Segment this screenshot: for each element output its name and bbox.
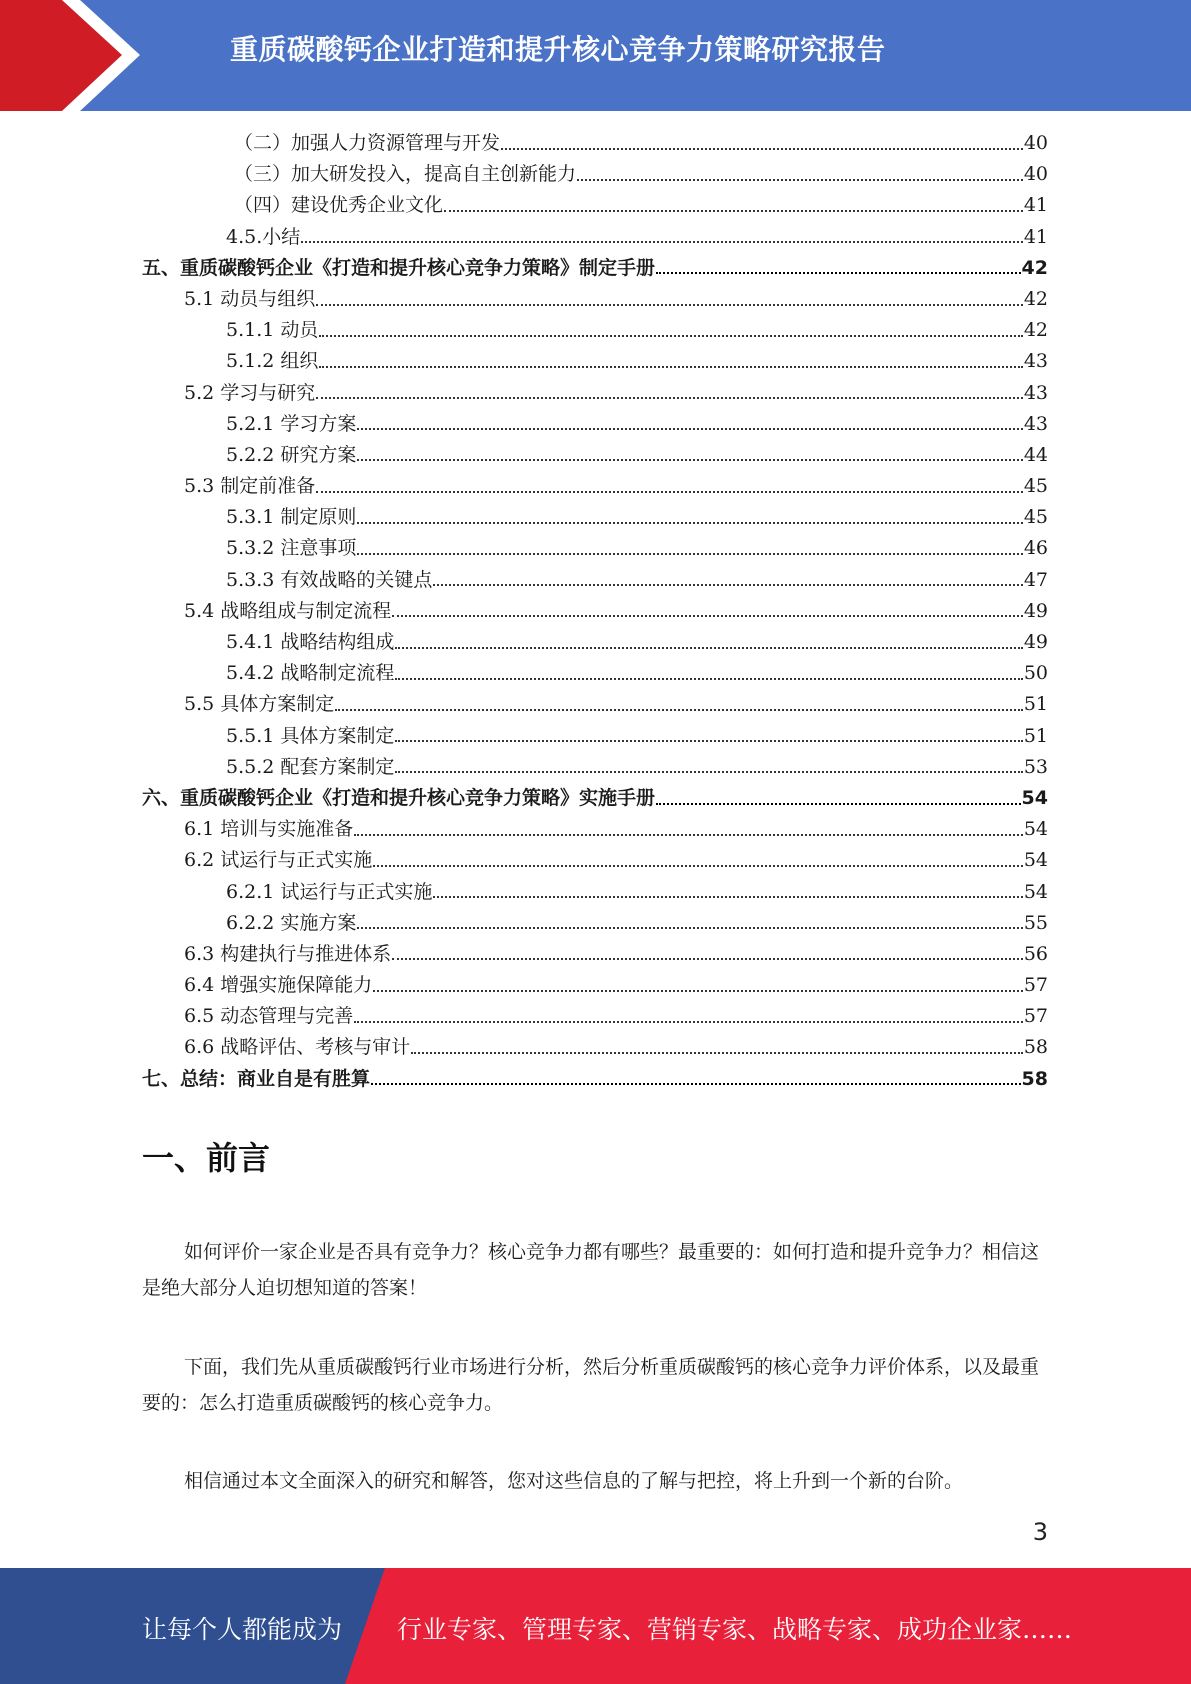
toc-entry-title: 5.1 动员与组织 (184, 287, 316, 310)
toc-dot-leader (371, 1083, 1021, 1085)
toc-entry-title: 5.1.1 动员 (226, 319, 319, 342)
toc-dot-leader (357, 428, 1022, 430)
toc-entry-title: 5.2.1 学习方案 (226, 412, 357, 435)
toc-entry-page: 58 (1023, 1036, 1048, 1059)
toc-entry-page: 57 (1023, 1005, 1048, 1028)
intro-paragraph-3: 相信通过本文全面深入的研究和解答，您对这些信息的了解与把控，将上升到一个新的台阶。 (184, 1470, 964, 1492)
intro-paragraph-1: 如何评价一家企业是否具有竞争力？核心竞争力都有哪些？最重要的：如何打造和提升竞争力？相信这是绝大部分人迫切想知道的答案！ (142, 1241, 1040, 1299)
toc-entry-page: 49 (1023, 631, 1048, 653)
toc-dot-leader (354, 834, 1023, 836)
toc-dot-leader (301, 241, 1023, 243)
toc-entry[interactable] (142, 658, 1048, 689)
toc-entry-page: 42 (1023, 287, 1048, 310)
toc-dot-leader (395, 647, 1022, 649)
toc-entry[interactable] (142, 752, 1048, 783)
toc-entry[interactable] (142, 222, 1048, 253)
report-title: 重质碳酸钙企业打造和提升核心竞争力策略研究报告 (230, 33, 886, 66)
toc-dot-leader (656, 272, 1021, 274)
toc-entry[interactable] (142, 939, 1048, 970)
toc-dot-leader (316, 491, 1023, 493)
toc-entry-page: 51 (1023, 693, 1048, 716)
toc-entry-title: 5.1.2 组织 (226, 350, 319, 373)
toc-entry[interactable] (142, 565, 1048, 596)
toc-entry-page: 58 (1021, 1067, 1048, 1090)
toc-entry-title: （二）加强人力资源管理与开发 (234, 132, 501, 154)
toc-dot-leader (335, 709, 1023, 711)
toc-entry-title: 5.2.2 研究方案 (226, 443, 357, 466)
toc-entry[interactable] (142, 346, 1048, 377)
toc-entry-title: 6.5 动态管理与完善 (184, 1005, 354, 1028)
toc-entry-title: 6.2.2 实施方案 (226, 911, 357, 934)
toc-entry[interactable] (142, 284, 1048, 315)
footer-slogan-left: 让每个人都能成为 (142, 1615, 343, 1644)
toc-entry-page: 47 (1023, 568, 1048, 591)
toc-dot-leader (319, 366, 1022, 368)
toc-dot-leader (395, 740, 1022, 742)
toc-entry-page: 43 (1023, 350, 1048, 373)
toc-entry[interactable] (142, 315, 1048, 346)
intro-paragraph-2: 下面，我们先从重质碳酸钙行业市场进行分析，然后分析重质碳酸钙的核心竞争力评价体系，以及最重要的：怎么打造重质碳酸钙的核心竞争力。 (142, 1356, 1040, 1414)
header-red-chevron (0, 0, 122, 111)
toc-entry-page: 45 (1023, 506, 1048, 529)
toc-entry-page: 57 (1023, 974, 1048, 997)
toc-entry[interactable] (142, 533, 1048, 564)
toc-entry[interactable] (142, 409, 1048, 440)
toc-entry-page: 50 (1023, 662, 1048, 685)
toc-entry-title: 5.3.3 有效战略的关键点 (226, 568, 433, 591)
toc-entry-title: 5.2 学习与研究 (184, 381, 316, 404)
toc-entry[interactable] (142, 845, 1048, 876)
toc-entry[interactable] (142, 627, 1048, 658)
section-heading: 一、前言 (142, 1139, 271, 1177)
toc-entry-title: 5.4.1 战略结构组成 (226, 631, 395, 653)
toc-entry-page: 51 (1023, 724, 1048, 747)
toc-entry[interactable] (142, 689, 1048, 720)
toc-dot-leader (357, 927, 1022, 929)
toc-dot-leader (316, 397, 1023, 399)
toc-entry-title: 5.5.1 具体方案制定 (226, 724, 395, 747)
toc-entry-title: 5.4 战略组成与制定流程 (184, 599, 392, 622)
toc-entry[interactable] (142, 877, 1048, 908)
toc-entry-title: 5.5.2 配套方案制定 (226, 755, 395, 778)
table-of-contents (142, 128, 1048, 1095)
toc-entry-title: 4.5.小结 (226, 225, 301, 248)
toc-entry-page: 40 (1023, 132, 1048, 154)
toc-entry-page: 45 (1023, 475, 1048, 498)
toc-entry-page: 44 (1023, 443, 1048, 466)
toc-entry-page: 54 (1023, 818, 1048, 841)
toc-dot-leader (392, 958, 1023, 960)
page-number: 3 (1032, 1518, 1048, 1546)
toc-entry[interactable] (142, 471, 1048, 502)
toc-entry-title: 6.3 构建执行与推进体系 (184, 942, 392, 965)
toc-entry-page: 54 (1023, 880, 1048, 903)
toc-entry[interactable] (142, 596, 1048, 627)
toc-entry-page: 43 (1023, 381, 1048, 404)
toc-dot-leader (357, 522, 1022, 524)
toc-entry[interactable] (142, 378, 1048, 409)
toc-dot-leader (373, 990, 1023, 992)
toc-entry[interactable] (142, 721, 1048, 752)
toc-entry-page: 42 (1021, 256, 1048, 279)
toc-entry[interactable] (142, 970, 1048, 1001)
toc-dot-leader (395, 678, 1022, 680)
page-header (0, 0, 1191, 111)
toc-entry[interactable] (142, 783, 1048, 814)
toc-dot-leader (373, 865, 1023, 867)
toc-entry-page: 43 (1023, 412, 1048, 435)
toc-entry-title: 6.2 试运行与正式实施 (184, 849, 373, 872)
toc-entry-title: 七、总结：商业自是有胜算 (142, 1067, 371, 1090)
toc-dot-leader (433, 896, 1022, 898)
toc-entry-page: 41 (1023, 194, 1048, 217)
toc-entry-page: 41 (1023, 225, 1048, 248)
toc-entry[interactable] (142, 128, 1048, 159)
toc-entry[interactable] (142, 1032, 1048, 1063)
toc-entry-title: 6.4 增强实施保障能力 (184, 974, 373, 997)
toc-entry[interactable] (142, 1064, 1048, 1095)
toc-entry-page: 49 (1023, 599, 1048, 622)
toc-entry[interactable] (142, 253, 1048, 284)
toc-entry-title: 6.6 战略评估、考核与审计 (184, 1036, 411, 1059)
toc-entry-page: 54 (1021, 786, 1048, 809)
toc-entry-title: 六、重质碳酸钙企业《打造和提升核心竞争力策略》实施手册 (142, 786, 656, 809)
toc-entry-title: 5.3.2 注意事项 (226, 537, 357, 560)
toc-dot-leader (577, 179, 1023, 181)
toc-entry[interactable] (142, 159, 1048, 190)
toc-entry-title: 6.1 培训与实施准备 (184, 818, 354, 841)
header-chevron-decoration (0, 0, 160, 111)
toc-dot-leader (354, 1021, 1023, 1023)
toc-dot-leader (319, 335, 1022, 337)
toc-dot-leader (357, 553, 1022, 555)
toc-dot-leader (501, 148, 1023, 150)
toc-dot-leader (357, 459, 1022, 461)
toc-entry-page: 54 (1023, 849, 1048, 872)
toc-dot-leader (411, 1052, 1023, 1054)
footer-slogan-right: 行业专家、管理专家、营销专家、战略专家、成功企业家…… (397, 1615, 1073, 1644)
toc-entry-title: （三）加大研发投入，提高自主创新能力 (234, 163, 577, 186)
toc-dot-leader (656, 803, 1021, 805)
toc-entry[interactable] (142, 814, 1048, 845)
toc-entry[interactable] (142, 1001, 1048, 1032)
toc-dot-leader (392, 615, 1023, 617)
toc-entry[interactable] (142, 908, 1048, 939)
toc-entry-page: 42 (1023, 319, 1048, 342)
toc-dot-leader (433, 584, 1022, 586)
toc-entry-title: 5.3 制定前准备 (184, 475, 316, 498)
toc-entry-title: （四）建设优秀企业文化 (234, 194, 444, 217)
toc-entry[interactable] (142, 190, 1048, 221)
toc-entry-title: 五、重质碳酸钙企业《打造和提升核心竞争力策略》制定手册 (142, 256, 656, 279)
toc-entry-page: 40 (1023, 163, 1048, 186)
toc-entry[interactable] (142, 440, 1048, 471)
toc-entry-title: 5.3.1 制定原则 (226, 506, 357, 529)
toc-entry-title: 6.2.1 试运行与正式实施 (226, 880, 433, 903)
toc-entry-page: 55 (1023, 911, 1048, 934)
toc-entry-page: 56 (1023, 942, 1048, 965)
toc-entry[interactable] (142, 502, 1048, 533)
toc-dot-leader (395, 771, 1022, 773)
toc-dot-leader (444, 210, 1023, 212)
toc-entry-title: 5.5 具体方案制定 (184, 693, 335, 716)
page-footer (0, 1568, 1191, 1684)
toc-dot-leader (316, 304, 1023, 306)
toc-entry-page: 53 (1023, 755, 1048, 778)
toc-entry-page: 46 (1023, 537, 1048, 560)
toc-entry-title: 5.4.2 战略制定流程 (226, 662, 395, 685)
